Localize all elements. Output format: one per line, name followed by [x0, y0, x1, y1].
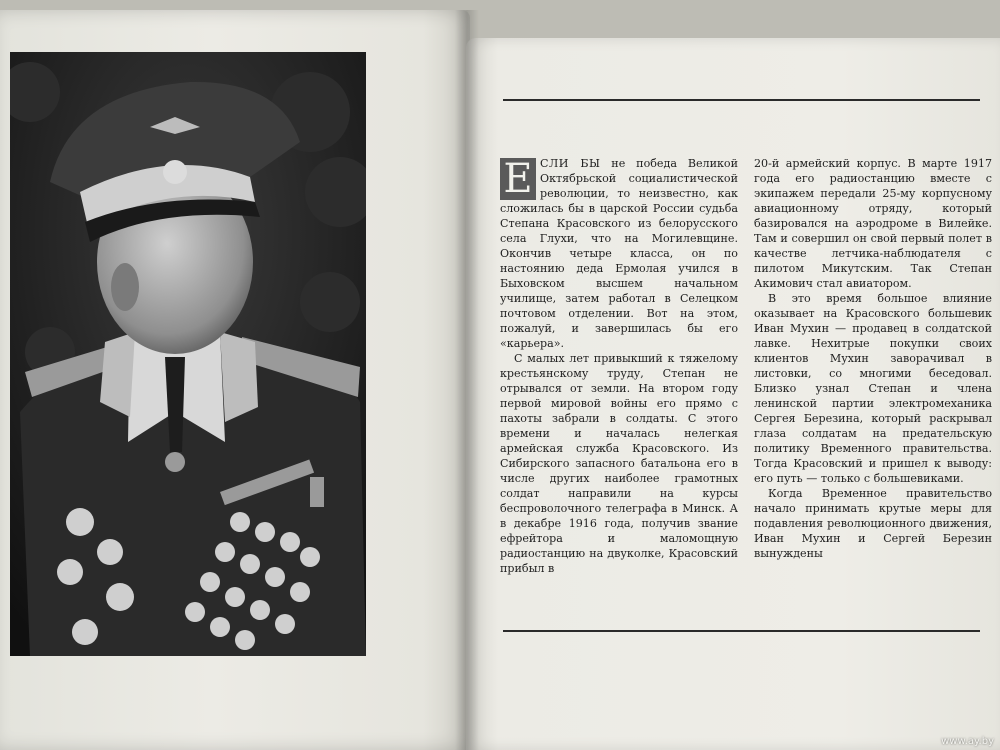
- drop-cap: Е: [500, 158, 536, 200]
- paragraph: [500, 156, 738, 351]
- bottom-rule: [503, 630, 980, 632]
- paragraph-text: не победа Великой Октябрьской социалистической революции, то неизвестно, как сложилась бы в царской России судьба Степана Красовского из белорусского села Глухи, что на Могилевщине. Окончив четыре класса, он по настоянию деда Ермолая учился в Быховском высшем начальном училище, затем работал в Селецком почтовом отделении. Вот на этом, пожалуй, и завершилась бы его «карьера».: [500, 157, 739, 350]
- watermark: www.ay.by: [941, 736, 994, 747]
- portrait-photo: [10, 52, 366, 656]
- article-text: [500, 156, 992, 575]
- text-column-1: [500, 156, 739, 575]
- portrait-illustration: [10, 52, 366, 656]
- paragraph: В это время большое влияние оказывает на Красовского большевик Иван Мухин — продавец в солдатской лавке. Нехитрые покупки своих клиентов Мухин заворачивал в листовки, со многими беседовал. Близко узнал Степан и члена ленинской партии электромеханика Сергея Березина, который раскрывал глаза солдатам на предательскую политику Временного правительства. Тогда Красовский и пришел к выводу: его путь — только с большевиками.: [754, 292, 992, 485]
- top-rule: [503, 99, 980, 101]
- paragraph: Когда Временное правительство начало принимать крутые меры для подавления революционного движения, Иван Мухин и Сергей Березин вынуждены: [754, 487, 992, 560]
- text-column-2: [754, 156, 992, 560]
- paragraph: 20-й армейский корпус. В марте 1917 года его радиостанцию вместе с экипажем передали 25-му корпусному авиационному отряду, который базировался на аэродроме в Вилейке. Там и совершил он свой первый полет в качестве летчика-наблюдателя с пилотом Микутским. Так Степан Акимович стал авиатором.: [754, 157, 992, 290]
- book-gutter: [455, 10, 479, 750]
- lead-words: СЛИ БЫ: [540, 157, 601, 170]
- paragraph: С малых лет привыкший к тяжелому крестьянскому труду, Степан не отрывался от земли. На втором году первой мировой войны его прямо с пахоты забрали в солдаты. С этого времени и началась нелегкая армейская служба Красовского. Из Сибирского запасного батальона его в числе других наиболее грамотных солдат направили на курсы беспроволочного телеграфа в Минск. А в декабре 1916 года, получив звание ефрейтора и маломощную радиостанцию на двуколке, Красовский прибыл в: [500, 352, 738, 575]
